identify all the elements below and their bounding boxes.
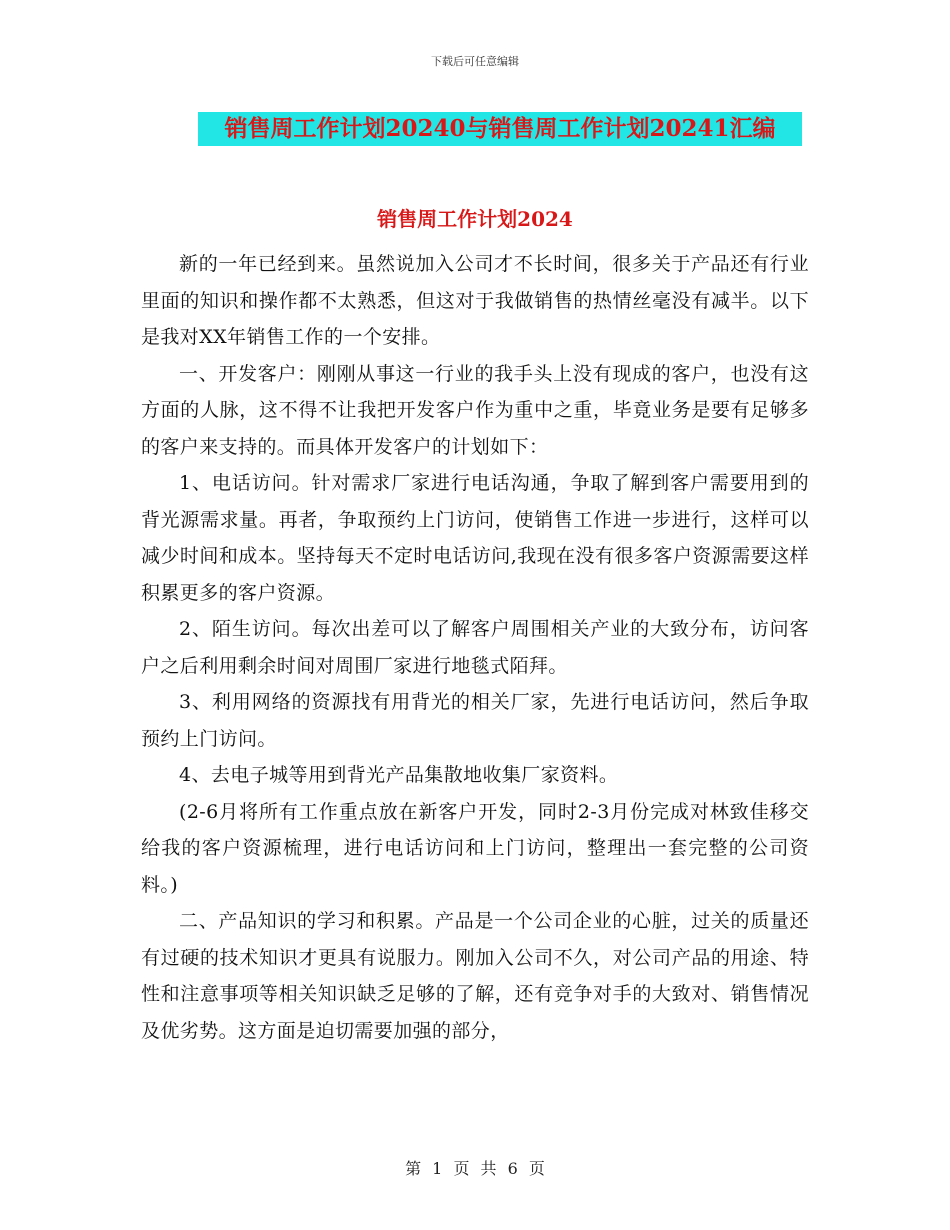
page-footer: 第 1 页 共 6 页 <box>405 1159 545 1178</box>
document-title: 销售周工作计划20240与销售周工作计划20241汇编 <box>198 112 802 146</box>
paragraph: 4、去电子城等用到背光产品集散地收集厂家资料。 <box>179 764 619 786</box>
body-text <box>141 246 809 1049</box>
paragraph: 2、陌生访问。每次出差可以了解客户周围相关产业的大致分布，访问客户之后利用剩余时间对周围厂家进行地毯式陌拜。 <box>141 618 809 677</box>
paragraph: 3、利用网络的资源找有用背光的相关厂家，先进行电话访问，然后争取预约上门访问。 <box>141 691 809 750</box>
paragraph: (2-6月将所有工作重点放在新客户开发，同时2-3月份完成对林致佳移交给我的客户资源梳理，进行电话访问和上门访问，整理出一套完整的公司资料。) <box>141 800 809 896</box>
paragraph: 1、电话访问。针对需求厂家进行电话沟通，争取了解到客户需要用到的背光源需求量。再者，争取预约上门访问，使销售工作进一步进行，这样可以减少时间和成本。坚持每天不定时电话访问,我现在没有很多客户资源需要这样积累更多的客户资源。 <box>141 472 809 604</box>
paragraph: 新的一年已经到来。虽然说加入公司才不长时间，很多关于产品还有行业里面的知识和操作都不太熟悉，但这对于我做销售的热情丝毫没有减半。以下是我对XX年销售工作的一个安排。 <box>141 253 809 348</box>
section-title: 销售周工作计划2024 <box>377 207 573 231</box>
paragraph: 二、产品知识的学习和积累。产品是一个公司企业的心脏，过关的质量还有过硬的技术知识才更具有说服力。刚加入公司不久，对公司产品的用途、特性和注意事项等相关知识缺乏足够的了解，还有竞争对手的大致对、销售情况及优劣势。这方面是迫切需要加强的部分， <box>141 910 809 1042</box>
header-note: 下载后可任意编辑 <box>431 55 519 68</box>
paragraph: 一、开发客户：刚刚从事这一行业的我手头上没有现成的客户，也没有这方面的人脉，这不得不让我把开发客户作为重中之重，毕竟业务是要有足够多的客户来支持的。而具体开发客户的计划如下： <box>141 362 809 458</box>
